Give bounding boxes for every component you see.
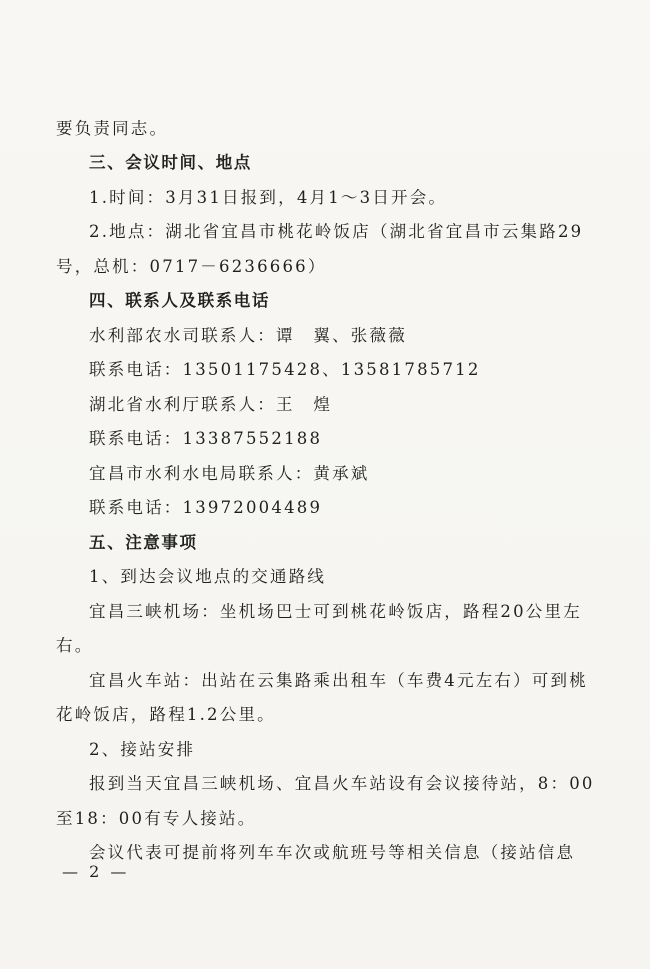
page-number: — 2 —: [62, 862, 130, 881]
text-line-pickup-detail-1: 报到当天宜昌三峡机场、宜昌火车站设有会议接待站，8：00: [89, 774, 595, 793]
text-line-train-route-1: 宜昌火车站：出站在云集路乘出租车（车费4元左右）可到桃: [89, 671, 588, 690]
section-heading-meeting-time-place: 三、会议时间、地点: [89, 153, 252, 172]
text-line-airport-route-2: 右。: [56, 636, 94, 655]
text-line-contact-hubei: 湖北省水利厅联系人：王 煌: [89, 395, 333, 414]
text-line-contact-yichang-phone: 联系电话：13972004489: [89, 498, 323, 517]
text-line-location-2: 号，总机：0717－6236666）: [56, 257, 327, 276]
text-line-contact-ministry: 水利部农水司联系人：谭 翼、张薇薇: [89, 326, 407, 345]
text-line-train-route-2: 花岭饭店，路程1.2公里。: [56, 705, 276, 724]
text-line-contact-hubei-phone: 联系电话：13387552188: [89, 429, 323, 448]
text-line-representatives: 会议代表可提前将列车车次或航班号等相关信息（接站信息: [89, 843, 576, 862]
text-line-1: 要负责同志。: [56, 119, 169, 138]
section-heading-notes: 五、注意事项: [89, 533, 198, 552]
text-line-contact-ministry-phone: 联系电话：13501175428、13581785712: [89, 360, 481, 379]
text-line-pickup-detail-2: 至18：00有专人接站。: [56, 809, 257, 828]
text-line-time: 1.时间：3月31日报到，4月1～3日开会。: [89, 188, 448, 207]
text-line-transport-title: 1、到达会议地点的交通路线: [89, 567, 327, 586]
section-heading-contacts: 四、联系人及联系电话: [89, 291, 270, 310]
text-line-airport-route-1: 宜昌三峡机场：坐机场巴士可到桃花岭饭店，路程20公里左: [89, 602, 582, 621]
text-line-location-1: 2.地点：湖北省宜昌市桃花岭饭店（湖北省宜昌市云集路29: [89, 222, 584, 241]
text-line-pickup-title: 2、接站安排: [89, 740, 196, 759]
text-line-contact-yichang: 宜昌市水利水电局联系人：黄承斌: [89, 464, 370, 483]
